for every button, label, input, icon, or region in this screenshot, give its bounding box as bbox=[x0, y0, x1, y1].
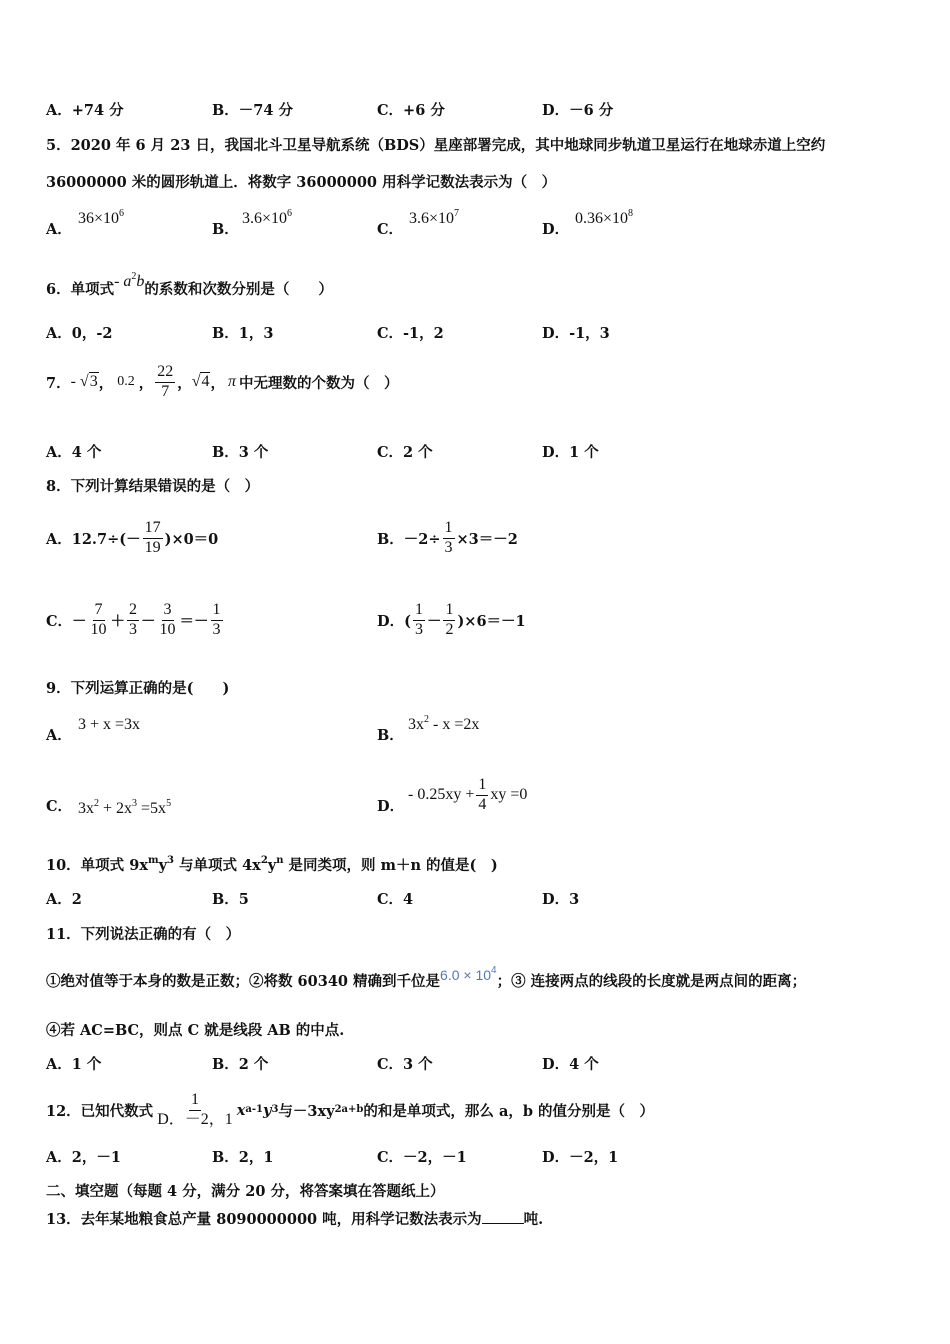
q6-monomial: - $a^2b$ bbox=[114, 271, 145, 290]
q5-option-b: $3.6\times 10^6$ bbox=[242, 208, 293, 227]
q7-fraction: $\frac{22}{7}$ bbox=[157, 362, 174, 400]
q7-option-d: D．1 个 bbox=[542, 444, 599, 461]
q5-label-d: D． bbox=[542, 221, 570, 238]
q12-option-d: D．－2，1 bbox=[542, 1149, 619, 1166]
q10-stem: 10．单项式 $9x^my^3$ 与单项式 $4x^2y^n$ 是同类项，则 m＋n 的值是( ) bbox=[46, 855, 498, 874]
q11-title: 11．下列说法正确的有（ ） bbox=[46, 926, 241, 943]
q4-option-a: A．+74 分 bbox=[46, 102, 124, 119]
q7-option-c: C．2 个 bbox=[377, 444, 433, 461]
q8-option-d: D．( $\frac{1}{3}$ － $\frac{1}{2}$ )×6＝－1 bbox=[377, 600, 526, 638]
q8-title: 8．下列计算结果错误的是（ ） bbox=[46, 478, 260, 495]
q12-stem: 12．已知代数式 $\frac{1}{D.-2,1}$ x a-1 y 3 与－3xy 2a+b 的和是单项式，那么 a，b 的值分别是（ ） bbox=[46, 1090, 655, 1128]
q5-option-a: $36\times 10^6$ bbox=[78, 208, 125, 227]
q7-option-a: A．4 个 bbox=[46, 444, 102, 461]
q5-label-a: A． bbox=[46, 221, 72, 238]
q4-option-b: B．－74 分 bbox=[212, 102, 293, 119]
q5-label-b: B． bbox=[212, 221, 239, 238]
section-2-heading: 二、填空题（每题 4 分，满分 20 分，将答案填在答题纸上） bbox=[46, 1183, 445, 1200]
q7-neg-sqrt3: - √3 bbox=[70, 373, 98, 390]
q8-option-a: A．12.7÷(－ $\frac{17}{19}$ )×0＝0 bbox=[46, 518, 219, 556]
q9-label-b: B． bbox=[377, 727, 404, 744]
q9-option-a: 3 + x =3x bbox=[78, 716, 141, 733]
q8-option-c: C． － $\frac{7}{10}$ ＋ $\frac{2}{3}$ － $\frac{3}{10}$ ＝－ $\frac{1}{3}$ bbox=[46, 600, 221, 638]
q9-label-c: C． bbox=[46, 798, 73, 815]
q11-scientific-value: $6.0 \times 10^4$ bbox=[440, 965, 497, 983]
q10-option-c: C．4 bbox=[377, 891, 414, 908]
q11-statement-1: ①绝对值等于本身的数是正数；②将数 60340 精确到千位是$6.0 \times 10^4$；③ 连接两点的线段的长度就是两点间的距离； bbox=[46, 965, 807, 990]
q5-label-c: C． bbox=[377, 221, 404, 238]
q11-option-a: A．1 个 bbox=[46, 1056, 102, 1073]
q4-option-c: C．+6 分 bbox=[377, 102, 445, 119]
q9-option-c: $3x^2 + 2x^3 =5x^5$ bbox=[78, 798, 172, 817]
q6-option-c: C．-1，2 bbox=[377, 325, 444, 342]
q4-option-d: D．－6 分 bbox=[542, 102, 614, 119]
q8-option-b: B．－2÷ $\frac{1}{3}$ ×3＝－2 bbox=[377, 518, 518, 556]
q9-option-b: $3x^2 - x =2x$ bbox=[408, 714, 480, 733]
q7-option-b: B．3 个 bbox=[212, 444, 269, 461]
q6-stem: 6．单项式- $a^2b$的系数和次数分别是（ ） bbox=[46, 271, 333, 298]
q6-option-a: A．0，-2 bbox=[46, 325, 113, 342]
q9-label-d: D． bbox=[377, 798, 405, 815]
q5-stem-line2: 36000000 米的圆形轨道上．将数字 36000000 用科学记数法表示为（ ） bbox=[46, 174, 557, 191]
q13-stem: 13．去年某地粮食总产量 8090000000 吨，用科学记数法表示为 吨. bbox=[46, 1211, 544, 1228]
q7-sqrt4: √4 bbox=[191, 373, 210, 390]
q7-decimal: 0.2 bbox=[117, 374, 135, 389]
q7-stem: 7． - √3 ， 0.2 ， $\frac{22}{7}$ ， √4 ， π 中无理数的个数为（ ） bbox=[46, 362, 399, 400]
q13-answer-blank[interactable] bbox=[482, 1211, 524, 1224]
q9-title: 9．下列运算正确的是( ) bbox=[46, 680, 230, 697]
q9-label-a: A． bbox=[46, 727, 72, 744]
q12-option-c: C．－2，－1 bbox=[377, 1149, 467, 1166]
q12-option-b: B．2，1 bbox=[212, 1149, 274, 1166]
q11-option-b: B．2 个 bbox=[212, 1056, 269, 1073]
q5-option-c: $3.6\times 10^7$ bbox=[409, 208, 460, 227]
q10-option-a: A．2 bbox=[46, 891, 82, 908]
q7-pi: π bbox=[227, 373, 236, 390]
q11-statement-2: ④若 AC=BC，则点 C 就是线段 AB 的中点. bbox=[46, 1022, 345, 1039]
q10-option-d: D．3 bbox=[542, 891, 580, 908]
q11-option-d: D．4 个 bbox=[542, 1056, 599, 1073]
q6-option-d: D．-1，3 bbox=[542, 325, 610, 342]
q5-stem-line1: 5．2020 年 6 月 23 日，我国北斗卫星导航系统（BDS）星座部署完成，其中地球同步轨道卫星运行在地球赤道上空约 bbox=[46, 137, 826, 154]
q9-option-d: - 0.25xy + $\frac{1}{4}$ xy =0 bbox=[408, 775, 528, 813]
q10-option-b: B．5 bbox=[212, 891, 249, 908]
q12-option-a: A．2，－1 bbox=[46, 1149, 121, 1166]
q5-option-d: $0.36\times 10^8$ bbox=[575, 208, 634, 227]
q6-option-b: B．1，3 bbox=[212, 325, 274, 342]
q11-option-c: C．3 个 bbox=[377, 1056, 433, 1073]
